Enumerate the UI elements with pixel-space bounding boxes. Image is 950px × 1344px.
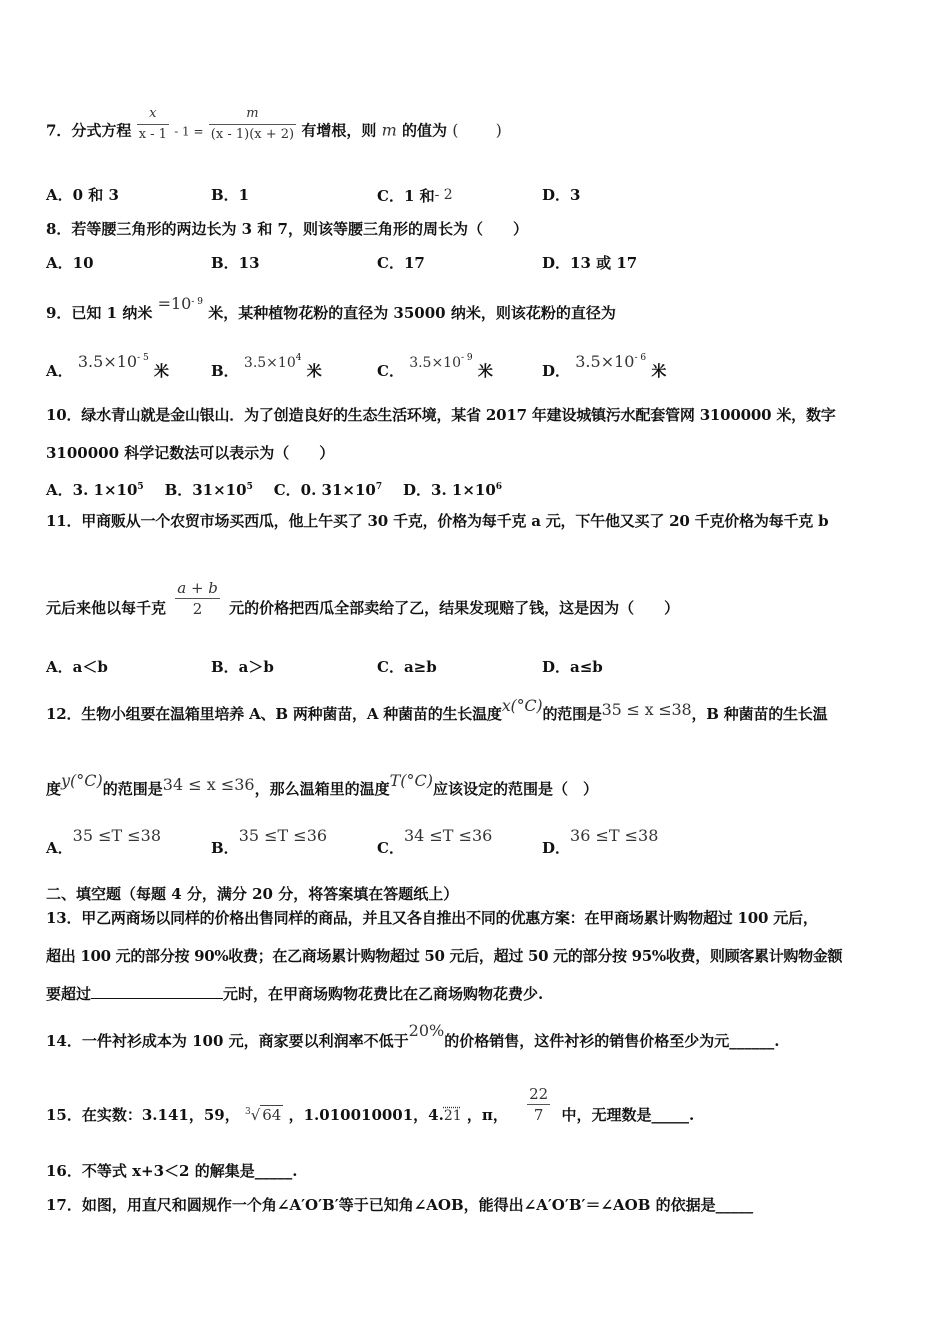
q8-option-d: D．13 或 17 <box>542 254 638 272</box>
q9-option-b: B． $3.5\times 10^4$ 米 <box>211 353 322 380</box>
question-16: 16．不等式 x+3＜2 的解集是_____. <box>46 1162 298 1180</box>
cube-root: $^3$√ 64 <box>244 1106 282 1124</box>
q8-option-c: C．17 <box>377 254 425 272</box>
q7-fraction-left: $\frac{x}{x - 1}$ <box>137 104 169 145</box>
question-13-line-2: 超出 100 元的部分按 90%收费；在乙商场累计购物超过 50 元后，超过 50 元的部分按 95%收费，则顾客累计购物金额 <box>46 947 843 965</box>
q7-option-b: B．1 <box>211 186 250 204</box>
q12-option-a: A．35 ≤T ≤38 <box>46 826 162 857</box>
question-10-line-2: 3100000 科学记数法可以表示为（ ） <box>46 444 335 462</box>
q10-option-b: B．$31\times 10^5$ <box>164 481 253 499</box>
q7-option-a: A．0 和 3 <box>46 186 119 204</box>
question-12-line-2: 度y(°C)的范围是34 ≤ x ≤36，那么温箱里的温度T(°C)应该设定的范围是（ ） <box>46 771 599 798</box>
question-12-line-1: 12．生物小组要在温箱里培养 A、B 两种菌苗，A 种菌苗的生长温度x(°C)的范围是35 ≤ x ≤38，B 种菌苗的生长温 <box>46 696 828 723</box>
q11-option-a: A．a＜b <box>46 658 108 676</box>
question-14: 14．一件衬衫成本为 100 元，商家要以利润率不低于20%的价格销售，这件衬衫的销售价格至少为元______. <box>46 1021 780 1050</box>
q10-options <box>46 477 502 500</box>
section-2-title: 二、填空题（每题 4 分，满分 20 分，将答案填在答题纸上） <box>46 885 459 903</box>
q9-option-d: D． $3.5\times 10^{- 6}$ 米 <box>542 352 667 380</box>
q12-option-b: B．35 ≤T ≤36 <box>211 826 328 857</box>
question-11-line-1: 11．甲商贩从一个农贸市场买西瓜，他上午买了 30 千克，价格为每千克 a 元，下午他又买了 20 千克价格为每千克 b <box>46 512 829 530</box>
q15-fraction: $\frac{22}{7}$ <box>529 1084 549 1124</box>
question-13-line-3: 要超过 元时，在甲商场购物花费比在乙商场购物花费少. <box>46 985 544 1003</box>
q10-option-c: C．0. $31\times 10^7$ <box>273 481 383 499</box>
q11-option-b: B．a＞b <box>211 658 274 676</box>
repeating-decimal: 21 <box>443 1108 462 1124</box>
q11-option-d: D．a≤b <box>542 658 603 676</box>
q12-option-d: D．36 ≤T ≤38 <box>542 826 659 857</box>
q9-option-a: A． $3.5\times 10^{- 5}$ 米 <box>46 352 169 380</box>
question-10-line-1: 10．绿水青山就是金山银山．为了创造良好的生态生活环境，某省 2017 年建设城镇污水配套管网 3100000 米，数字 <box>46 406 836 424</box>
question-8: 8．若等腰三角形的两边长为 3 和 7，则该等腰三角形的周长为（ ） <box>46 220 528 238</box>
q11-fraction: $\frac{a + b}{2}$ <box>177 578 218 618</box>
question-7: 7．分式方程 $\frac{x}{x - 1}$ - 1 = $\frac{m}{(x - 1)(x + 2)}$ 有增根，则 m 的值为 ( ) <box>46 118 502 145</box>
q11-option-c: C．a≥b <box>377 658 437 676</box>
q13-answer-blank[interactable] <box>91 984 223 999</box>
question-15: 15．在实数：3.141，59， $^3$√ 64 ，1.010010001，4.21 ，π， $\frac{22}{7}$ 中，无理数是_____. <box>46 1084 695 1124</box>
q10-option-d: D．3. $1\times 10^6$ <box>403 481 503 499</box>
question-13-line-1: 13．甲乙两商场以同样的价格出售同样的商品，并且又各自推出不同的优惠方案：在甲商场累计购物超过 100 元后， <box>46 909 818 927</box>
q10-option-a: A．3. $1\times 10^5$ <box>46 481 144 499</box>
q8-option-a: A．10 <box>46 254 94 272</box>
question-11-line-2: 元后来他以每千克 $\frac{a + b}{2}$ 元的价格把西瓜全部卖给了乙，结果发现赔了钱，这是因为（ ） <box>46 578 680 618</box>
question-9: 9．已知 1 纳米 $=10^{- 9}$ 米，某种植物花粉的直径为 35000 纳米，则该花粉的直径为 <box>46 294 616 322</box>
q7-number: 7．分式方程 <box>46 121 132 140</box>
q7-fraction-right: $\frac{m}{(x - 1)(x + 2)}$ <box>209 104 296 145</box>
q9-option-c: C． $3.5\times 10^{- 9}$ 米 <box>377 353 493 380</box>
q12-option-c: C．34 ≤T ≤36 <box>377 826 493 857</box>
q7-option-c: C．1 和- 2 <box>377 187 453 205</box>
q7-option-d: D．3 <box>542 186 581 204</box>
question-17: 17．如图，用直尺和圆规作一个角∠A′O′B′等于已知角∠AOB，能得出∠A′O′B′＝∠AOB 的依据是_____ <box>46 1196 754 1214</box>
q8-option-b: B．13 <box>211 254 260 272</box>
